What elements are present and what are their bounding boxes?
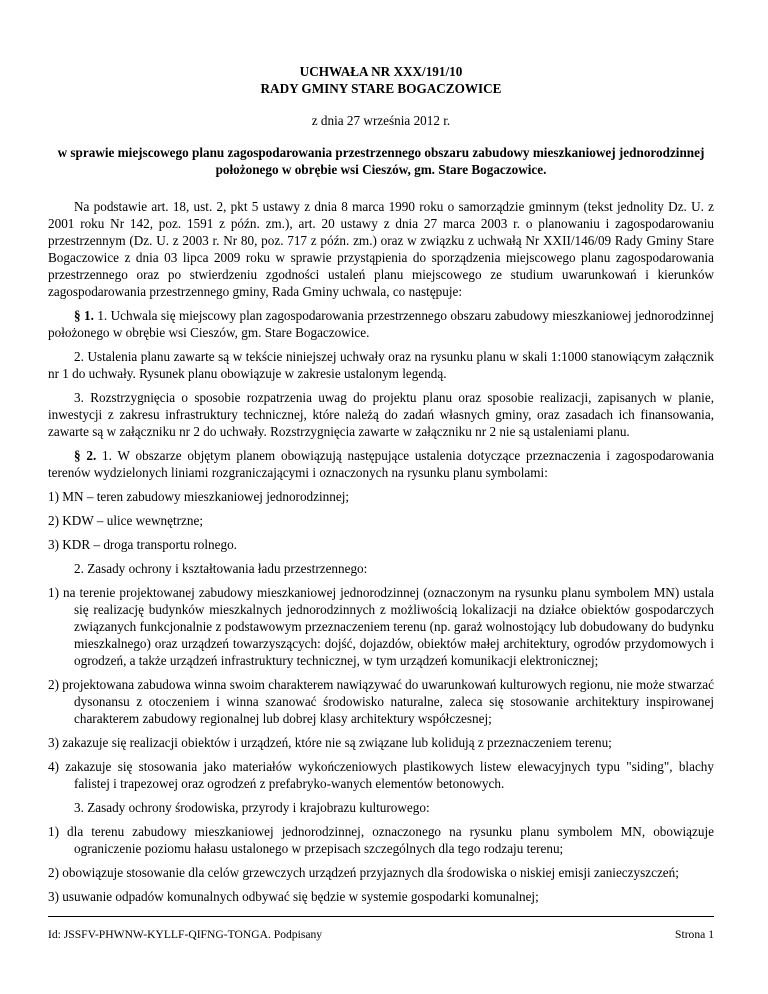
resolution-subject: w sprawie miejscowego planu zagospodarowania przestrzennego obszaru zabudowy mieszkaniowej jednorodzinnej położonego w obrębie wsi Cieszów, gm. Stare Bogaczowice. bbox=[57, 145, 705, 177]
resolution-number: UCHWAŁA NR XXX/191/10 bbox=[299, 64, 463, 79]
list-item: 2) KDW – ulice wewnętrzne; bbox=[48, 513, 204, 528]
council-name: RADY GMINY STARE BOGACZOWICE bbox=[260, 81, 502, 96]
section-1-label: § 1. bbox=[74, 308, 94, 323]
list-item: 3) zakazuje się realizacji obiektów i urządzeń, które nie są związane lub kolidują z przeznaczeniem terenu; bbox=[48, 735, 612, 750]
resolution-date: z dnia 27 września 2012 r. bbox=[311, 113, 451, 128]
section-1-para-1: § 1. 1. Uchwala się miejscowy plan zagospodarowania przestrzennego obszaru zabudowy mieszkaniowej jednorodzinnej położonego w obrębie wsi Cieszów, gm. Stare Bogaczowice. bbox=[48, 308, 715, 340]
footer-divider bbox=[48, 916, 714, 917]
list-item: 2) obowiązuje stosowanie dla celów grzewczych urządzeń przyjaznych dla środowiska o niskiej emisji zanieczyszczeń; bbox=[48, 865, 679, 880]
list-item: 1) MN – teren zabudowy mieszkaniowej jednorodzinnej; bbox=[48, 489, 350, 504]
list-item: 2) projektowana zabudowa winna swoim charakterem nawiązywać do uwarunkowań kulturowych regionu, nie może stwarzać dysonansu z otoczeniem i winna szanować środowisko naturalne, zaleca się stosowanie architektury inspirowanej charakterem zabudowy regionalnej lub dobrej klasy architektury współczesnej; bbox=[48, 677, 714, 726]
document-id: Id: JSSFV-PHWNW-KYLLF-QIFNG-TONGA. Podpisany bbox=[48, 928, 323, 941]
list-item: 3) usuwanie odpadów komunalnych odbywać się będzie w systemie gospodarki komunalnej; bbox=[48, 889, 539, 904]
list-item: 4) zakazuje się stosowania jako materiałów wykończeniowych plastikowych listew elewacyjnych typu "siding", blachy falistej i trapezowej oraz ogrodzeń z prefabryko-wanych elementów betonowych. bbox=[48, 759, 714, 791]
page-number: Strona 1 bbox=[675, 928, 714, 941]
section-2-para-2: 2. Zasady ochrony i kształtowania ładu przestrzennego: bbox=[74, 561, 368, 576]
document-header bbox=[48, 63, 714, 178]
list-item: 1) na terenie projektowanej zabudowy mieszkaniowej jednorodzinnej (oznaczonym na rysunku planu symbolem MN) ustala się realizację budynków mieszkalnych jednorodzinnych z możliwością lokalizacji na działce obiektów gospodarczych związanych funkcjonalnie z podstawowym przeznaczeniem terenu (np. garaż wolnostojący lub dobudowany do budynku mieszkalnego) oraz urządzeń towarzyszących: dojść, dojazdów, obiektów małej architektury, ogrodów przydomowych i ogrodzeń, a także urządzeń infrastruktury technicznej, w tym urządzeń komunikacji elektronicznej; bbox=[48, 585, 714, 668]
section-1-para-2: 2. Ustalenia planu zawarte są w tekście niniejszej uchwały oraz na rysunku planu w skali 1:1000 stanowiącym załącznik nr 1 do uchwały. Rysunek planu obowiązuje w zakresie ustalonym legendą. bbox=[48, 349, 714, 381]
list-item: 1) dla terenu zabudowy mieszkaniowej jednorodzinnej, oznaczonego na rysunku planu symbolem MN, obowiązuje ograniczenie poziomu hałasu ustalonego w przepisach szczególnych dla tego rodzaju terenu; bbox=[48, 824, 714, 856]
section-2-label: § 2. bbox=[74, 448, 97, 463]
document-content bbox=[48, 63, 714, 905]
section-1-para-3: 3. Rozstrzygnięcia o sposobie rozpatrzenia uwag do projektu planu oraz sposobie realizacji, zapisanych w planie, inwestycji z zakresu infrastruktury technicznej, które należą do zadań własnych gminy, oraz zasadach ich finansowania, zawarte są w załączniku nr 2 do uchwały. Rozstrzygnięcia zawarte w załączniku nr 2 nie są ustaleniami planu. bbox=[48, 390, 714, 439]
list-item: 3) KDR – droga transportu rolnego. bbox=[48, 537, 237, 552]
preamble: Na podstawie art. 18, ust. 2, pkt 5 ustawy z dnia 8 marca 1990 roku o samorządzie gminnym (tekst jednolity Dz. U. z 2001 roku Nr 142, poz. 1591 z późn. zm.), art. 20 ustawy z dnia 27 marca 2003 r. o planowaniu i zagospodarowaniu przestrzennym (Dz. U. z 2003 r. Nr 80, poz. 717 z późn. zm.) oraz w związku z uchwałą Nr XXII/146/09 Rady Gminy Stare Bogaczowice z dnia 03 lipca 2009 roku w sprawie przystąpienia do sporządzenia miejscowego planu zagospodarowania przestrzennego oraz po stwierdzeniu zgodności ustaleń planu miejscowego ze studium uwarunkowań i kierunków zagospodarowania przestrzennego gminy, Rada Gminy uchwala, co następuje: bbox=[48, 199, 714, 299]
section-2-para-1: § 2. 1. W obszarze objętym planem obowiązują następujące ustalenia dotyczące przeznaczenia i zagospodarowania terenów wydzielonych liniami rozgraniczającymi i oznaczonych na rysunku planu symbolami: bbox=[48, 448, 714, 480]
section-2-para-3: 3. Zasady ochrony środowiska, przyrody i krajobrazu kulturowego: bbox=[74, 800, 430, 815]
